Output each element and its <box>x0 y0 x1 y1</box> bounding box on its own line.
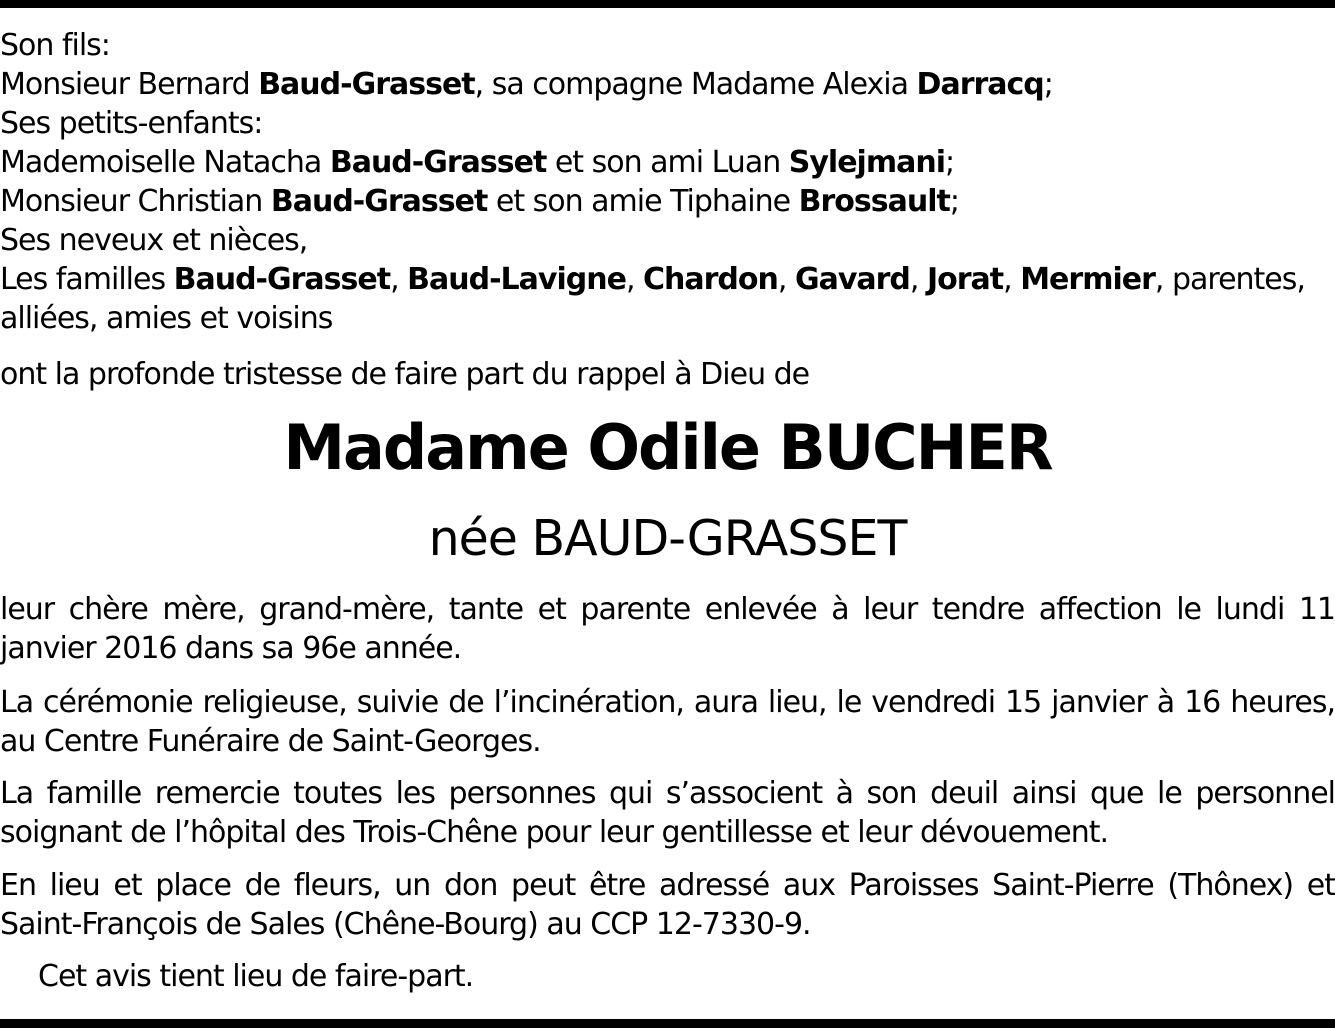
grandchild2-partner-surname: Brossault <box>798 184 950 219</box>
son-text-2: , sa compagne Madame Alexia <box>474 67 917 102</box>
families-text-2: , parentes, <box>1154 262 1305 297</box>
grandchild2-text-2: et son amie Tiphaine <box>487 184 799 219</box>
families-sep-1: , <box>390 262 408 297</box>
grandchild2-surname: Baud-Grasset <box>270 184 488 219</box>
grandchild1-surname: Baud-Grasset <box>329 145 547 180</box>
ceremony-paragraph: La cérémonie religieuse, suivie de l’incinération, aura lieu, le vendredi 15 janvier à 16 heures, au Centre Funéraire de Saint-Georges. <box>0 685 1335 759</box>
grandchild2-text-3: ; <box>949 184 959 219</box>
grandchild2-text-1: Monsieur Christian <box>0 184 271 219</box>
family-name-4: Gavard <box>794 262 910 297</box>
family-name-3: Chardon <box>643 262 778 297</box>
nephews-line: Ses neveux et nièces, <box>0 223 308 258</box>
son-line <box>0 65 1335 104</box>
deceased-name: Madame Odile BUCHER <box>283 411 1052 484</box>
partner-surname: Darracq <box>916 67 1044 102</box>
thanks-paragraph: La famille remercie toutes les personnes qui s’associent à son deuil ainsi que le personnel soignant de l’hôpital des Trois-Chêne pour leur gentillesse et leur dévouement. <box>0 776 1335 850</box>
families-sep-5: , <box>1003 262 1021 297</box>
son-text-1: Monsieur Bernard <box>0 67 259 102</box>
death-notice-paragraph: leur chère mère, grand-mère, tante et parente enlevée à leur tendre affection le lundi 11 janvier 2016 dans sa 96e année. <box>0 592 1335 666</box>
grandchild-line-2 <box>0 182 1335 221</box>
family-name-5: Jorat <box>926 262 1004 297</box>
son-heading: Son fils: <box>0 28 110 63</box>
grandchildren-heading: Ses petits-enfants: <box>0 106 263 141</box>
grandchild1-text-1: Mademoiselle Natacha <box>0 145 330 180</box>
family-name-1: Baud-Grasset <box>173 262 391 297</box>
son-surname: Baud-Grasset <box>258 67 475 102</box>
family-name-2: Baud-Lavigne <box>407 262 626 297</box>
grandchild1-partner-surname: Sylejmani <box>788 145 945 180</box>
maiden-name: née BAUD-GRASSET <box>428 510 907 567</box>
families-text-1: Les familles <box>0 262 174 297</box>
announcement-intro: ont la profonde tristesse de faire part du rappel à Dieu de <box>0 357 810 392</box>
bottom-rule <box>0 1019 1335 1028</box>
grandchild1-text-3: ; <box>945 145 955 180</box>
donation-paragraph: En lieu et place de fleurs, un don peut être adressé aux Paroisses Saint-Pierre (Thônex) et Saint-François de Sales (Chêne-Bourg) au CCP 12-7330-9. <box>0 868 1335 942</box>
family-name-6: Mermier <box>1020 262 1155 297</box>
families-sep-2: , <box>625 262 644 297</box>
families-continuation: alliées, amies et voisins <box>0 301 333 336</box>
families-sep-4: , <box>909 262 927 297</box>
families-line <box>0 260 1335 299</box>
grandchild-line-1 <box>0 143 1335 182</box>
top-rule <box>0 0 1335 8</box>
closing-note: Cet avis tient lieu de faire-part. <box>38 959 474 994</box>
son-text-3: ; <box>1043 67 1053 102</box>
grandchild1-text-2: et son ami Luan <box>546 145 789 180</box>
families-sep-3: , <box>777 262 795 297</box>
family-list <box>0 26 1335 338</box>
